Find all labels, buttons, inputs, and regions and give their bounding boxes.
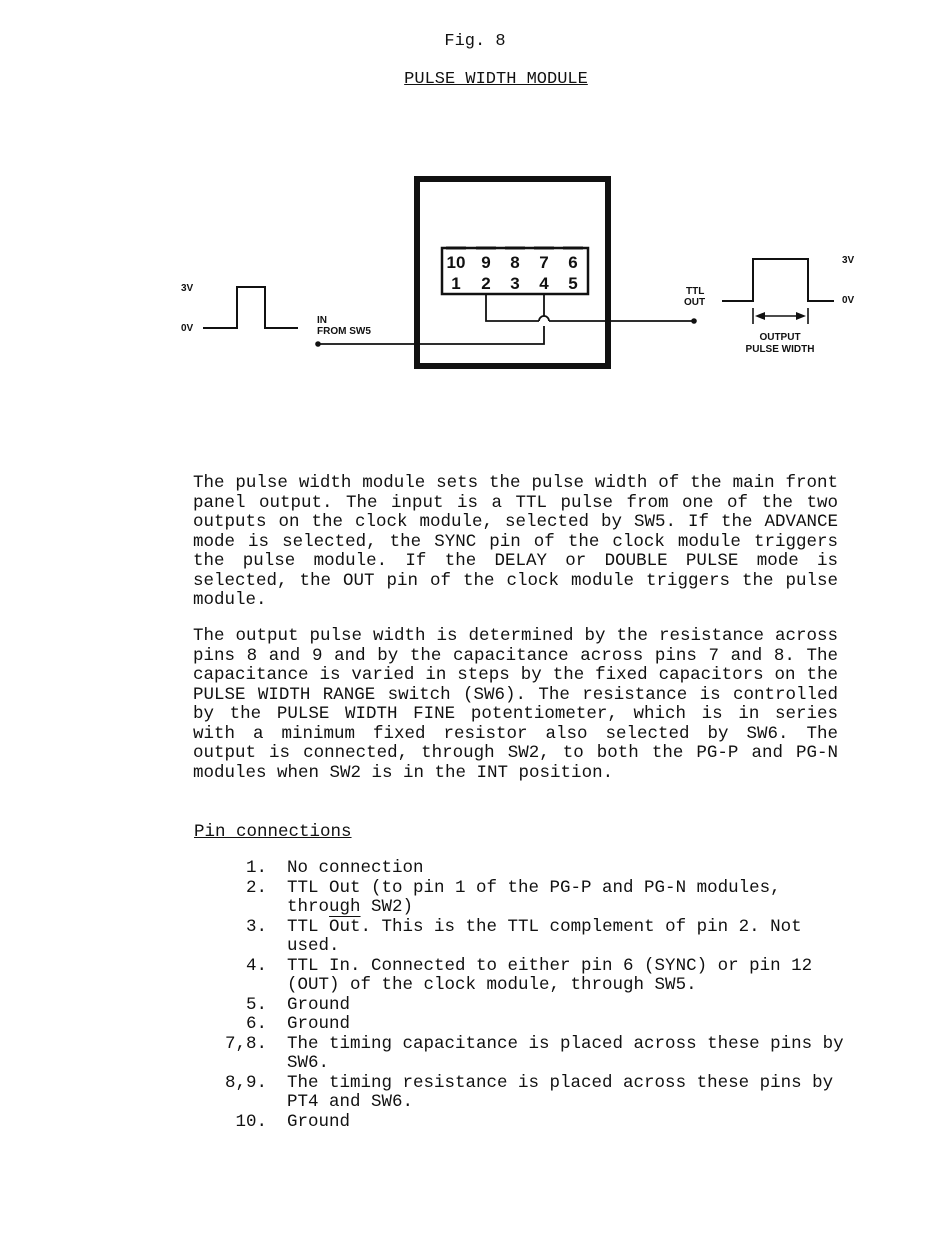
pulse-width-module-diagram bbox=[0, 0, 950, 420]
list-item bbox=[200, 1113, 845, 1133]
figure-label: Fig. 8 bbox=[444, 32, 506, 51]
pin-label-4: 4 bbox=[539, 274, 549, 293]
output-terminal bbox=[691, 318, 697, 324]
pin-number: 3. bbox=[245, 916, 267, 937]
description-paragraph-2: The output pulse width is determined by the resistance across pins 8 and 9 and by the capacitance across pins 7 and 8. The capacitance is varied in steps by the fixed capacitors on the PULSE WIDTH RANGE switch (SW6). The resistance is controlled by the PULSE WIDTH FINE potentiometer, which is in series with a minimum fixed resistor also selected by SW6. The output is connected, through SW2, to both the PG-P and PG-N modules when SW2 is in the INT position. bbox=[193, 626, 838, 783]
pin-label-10: 10 bbox=[446, 253, 466, 272]
pin-label-8: 8 bbox=[510, 253, 520, 272]
input-terminal bbox=[315, 341, 321, 347]
pin-description: The timing capacitance is placed across these pins by SW6. bbox=[287, 1033, 844, 1073]
list-item bbox=[200, 879, 845, 918]
pin-label-2: 2 bbox=[481, 274, 491, 293]
pin-number: 2. bbox=[245, 877, 267, 898]
pin-description-suffix: . This is the TTL complement of pin 2. Not used. bbox=[287, 916, 802, 956]
pin-description: Ground bbox=[287, 1111, 351, 1132]
pin-description: The timing resistance is placed across these pins by PT4 and SW6. bbox=[287, 1072, 834, 1112]
pulse-width-label-output: OUTPUT bbox=[759, 332, 801, 343]
pin-description-prefix: TTL bbox=[287, 916, 330, 937]
pin-description: No connection bbox=[287, 858, 424, 878]
pin-description: TTL In. Connected to either pin 6 (SYNC) or pin 12 (OUT) of the clock module, through SW5. bbox=[287, 955, 813, 995]
pin-number: 4. bbox=[245, 955, 267, 976]
pin-label-6: 6 bbox=[568, 253, 578, 272]
input-label-from: FROM SW5 bbox=[317, 326, 371, 337]
pulse-width-label-width: PULSE WIDTH bbox=[745, 344, 815, 355]
pin-description: Ground bbox=[287, 994, 351, 1015]
input-pulse-waveform bbox=[203, 287, 298, 328]
list-item bbox=[200, 1074, 845, 1113]
output-pulse-waveform bbox=[722, 259, 834, 301]
output-low-label: 0V bbox=[842, 295, 855, 306]
pin-number: 7,8. bbox=[224, 1033, 267, 1054]
list-item bbox=[200, 1015, 845, 1035]
pin-label-1: 1 bbox=[451, 274, 461, 293]
list-item bbox=[200, 1035, 845, 1074]
pin-description: TTL Out (to pin 1 of the PG-P and PG-N modules, through SW2) bbox=[287, 877, 781, 917]
input-label-in: IN bbox=[317, 315, 327, 326]
pin-description-overlined: $\overline{Out}$ bbox=[329, 916, 361, 937]
pin-number: 1. bbox=[245, 858, 267, 878]
output-label-ttl: TTL bbox=[686, 286, 705, 297]
pin-description bbox=[287, 918, 845, 957]
figure-title-text: PULSE WIDTH MODULE bbox=[404, 70, 588, 89]
module-wiring bbox=[318, 294, 693, 344]
pulse-width-arrow bbox=[753, 308, 808, 324]
pin-description: Ground bbox=[287, 1014, 351, 1034]
pin-label-9: 9 bbox=[481, 253, 491, 272]
pin-number: 10. bbox=[235, 1111, 267, 1132]
output-label-out: OUT bbox=[684, 297, 706, 308]
pin-label-7: 7 bbox=[539, 253, 549, 272]
pin-label-3: 3 bbox=[510, 274, 520, 293]
pin-number: 5. bbox=[245, 994, 267, 1015]
pin-number: 6. bbox=[245, 1014, 267, 1034]
list-item bbox=[200, 996, 845, 1016]
pin-label-5: 5 bbox=[568, 274, 578, 293]
list-item bbox=[200, 918, 845, 957]
pin-number: 8,9. bbox=[224, 1072, 267, 1093]
input-high-label: 3V bbox=[181, 283, 194, 294]
list-item bbox=[200, 859, 845, 879]
input-low-label: 0V bbox=[181, 323, 194, 334]
list-item bbox=[200, 957, 845, 996]
pin-connections-list bbox=[200, 859, 845, 1132]
pin-connections-heading: Pin connections bbox=[194, 822, 352, 842]
module-box bbox=[417, 179, 608, 366]
output-high-label: 3V bbox=[842, 255, 855, 266]
description-paragraph-1: The pulse width module sets the pulse width of the main front panel output. The input is a TTL pulse from one of the two outputs on the clock module, selected by SW5. If the ADVANCE mode is selected, the SYNC pin of the clock module triggers the pulse module. If the DELAY or DOUBLE PULSE mode is selected, the OUT pin of the clock module triggers the pulse module. bbox=[193, 473, 838, 610]
